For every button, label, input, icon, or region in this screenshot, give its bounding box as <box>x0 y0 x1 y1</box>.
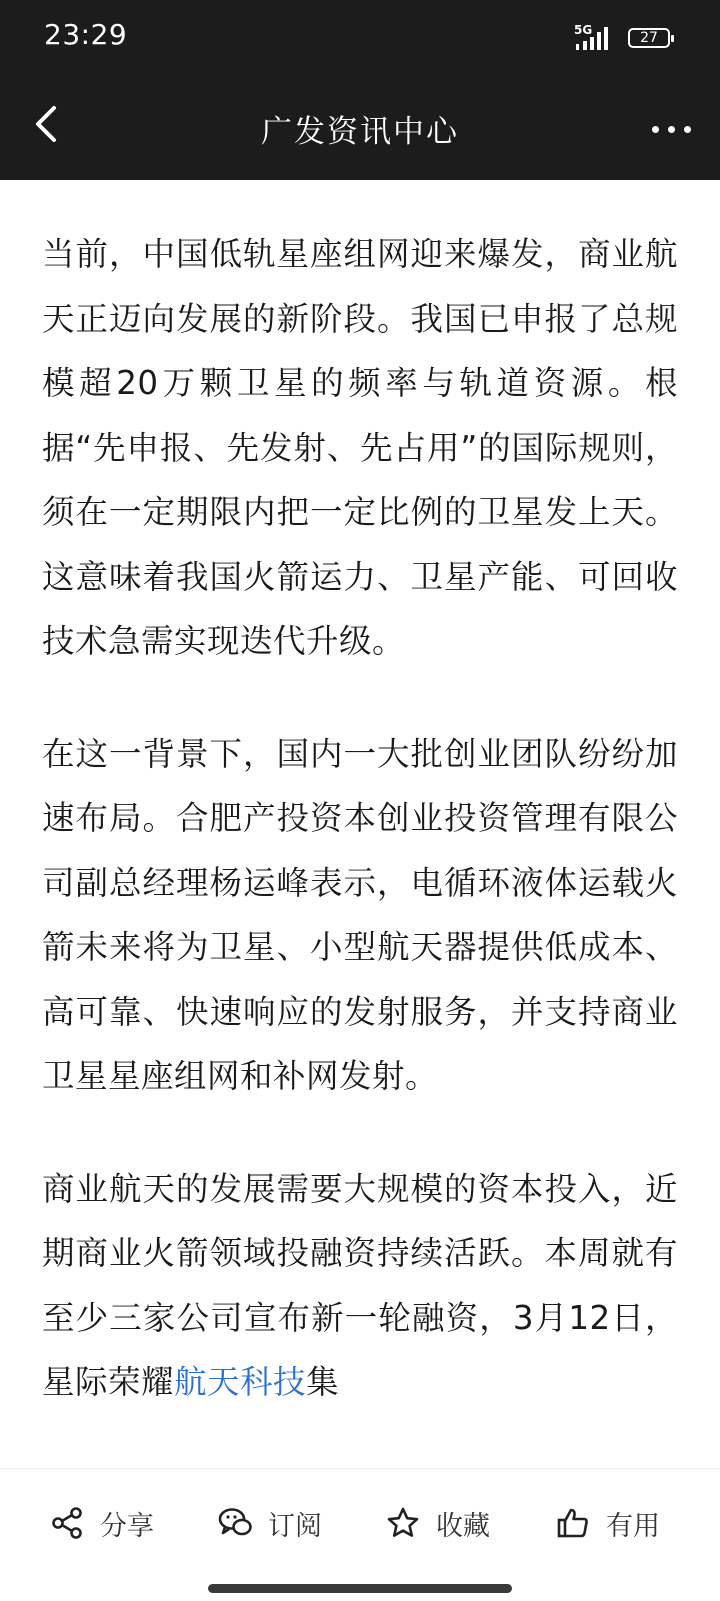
paragraph-text: 商业航天的发展需要大规模的资本投入，近期商业火箭领域投融资持续活跃。本周就有至少三家公司宣布新一轮融资，3月12日，星际荣耀 <box>42 1169 678 1401</box>
back-button[interactable] <box>24 100 80 156</box>
more-options-button[interactable] <box>644 102 700 154</box>
more-dot-icon <box>668 126 675 133</box>
stock-link[interactable]: 航天科技 <box>174 1363 307 1401</box>
page-title: 广发资讯中心 <box>261 114 459 150</box>
favorite-label: 收藏 <box>436 1510 490 1542</box>
useful-button[interactable] <box>556 1501 660 1545</box>
status-bar <box>0 0 720 78</box>
wechat-icon <box>218 1506 252 1540</box>
app-header <box>0 78 720 180</box>
action-bar <box>0 1468 720 1601</box>
article-paragraph <box>42 1157 678 1415</box>
signal-icon <box>574 24 620 52</box>
article-paragraph: 在这一背景下，国内一大批创业团队纷纷加速布局。合肥产投资本创业投资管理有限公司副总经理杨运峰表示，电循环液体运载火箭未来将为卫星、小型航天器提供低成本、高可靠、快速响应的发射服务，并支持商业卫星星座组网和补网发射。 <box>42 734 678 1095</box>
battery-icon <box>628 28 670 48</box>
share-icon <box>50 1506 84 1540</box>
useful-label: 有用 <box>606 1510 660 1542</box>
paragraph-text: 集 <box>306 1363 340 1401</box>
battery-level: 27 <box>640 30 658 46</box>
thumbs-up-icon <box>556 1506 590 1540</box>
more-dot-icon <box>652 126 659 133</box>
subscribe-button[interactable] <box>218 1501 322 1545</box>
home-indicator[interactable] <box>208 1584 512 1593</box>
status-time: 23:29 <box>44 18 128 51</box>
network-type: 5G <box>574 23 593 37</box>
back-arrow-icon <box>24 100 80 156</box>
article-paragraph: 当前，中国低轨星座组网迎来爆发，商业航天正迈向发展的新阶段。我国已申报了总规模超20万颗卫星的频率与轨道资源。根据“先申报、先发射、先占用”的国际规则，须在一定期限内把一定比例的卫星发上天。这意味着我国火箭运力、卫星产能、可回收技术急需实现迭代升级。 <box>42 235 678 660</box>
favorite-button[interactable] <box>386 1501 490 1545</box>
share-label: 分享 <box>100 1510 154 1542</box>
more-dot-icon <box>684 126 691 133</box>
share-button[interactable] <box>50 1501 154 1545</box>
subscribe-label: 订阅 <box>268 1510 322 1542</box>
article-body <box>42 222 678 1468</box>
star-icon <box>386 1506 420 1540</box>
